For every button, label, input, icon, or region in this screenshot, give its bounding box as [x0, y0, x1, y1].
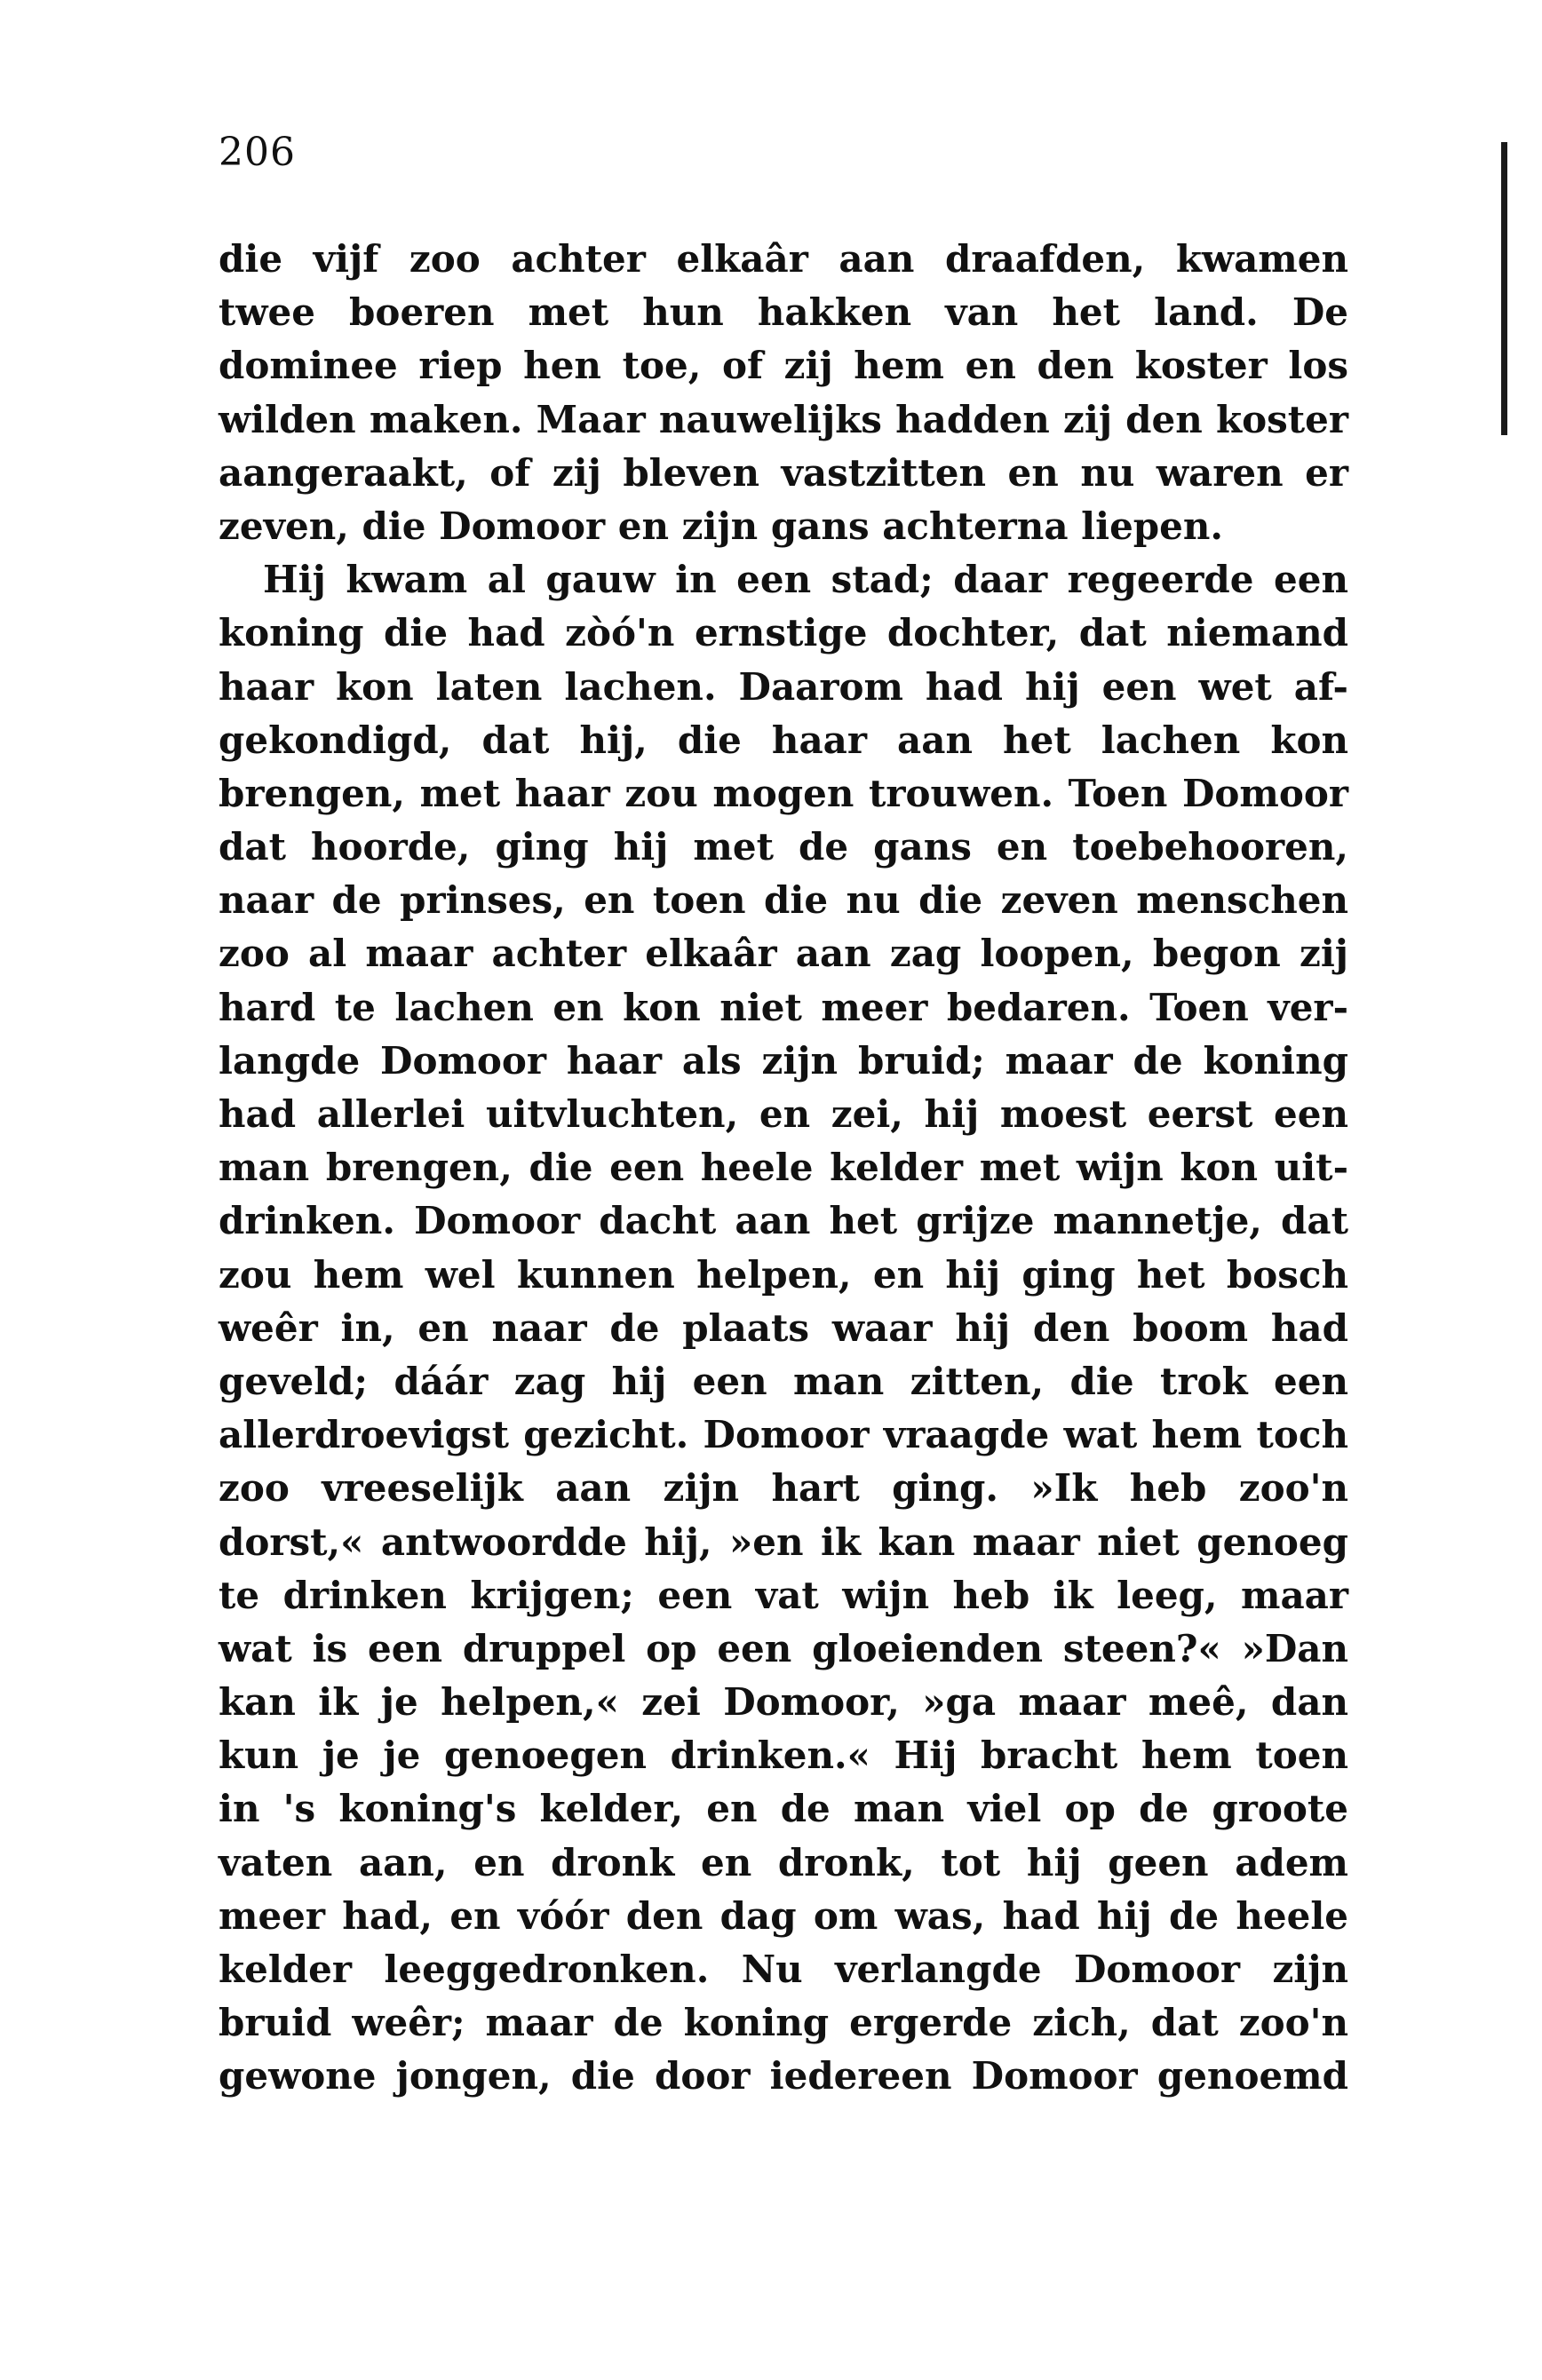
- scan-edge-mark: [1501, 142, 1507, 435]
- text-line: zoo al maar achter elkaâr aan zag loopen, begon zij: [219, 932, 1348, 976]
- text-line: wilden maken. Maar nauwelijks hadden zij den koster: [219, 397, 1348, 441]
- text-line: aangeraakt, of zij bleven vastzitten en nu waren er: [219, 450, 1348, 495]
- text-line: die vijf zoo achter elkaâr aan draafden, kwamen: [219, 237, 1348, 281]
- text-line: zoo vreeselijk aan zijn hart ging. »Ik heb zoo'n: [219, 1466, 1348, 1511]
- text-line: koning die had zòó'n ernstige dochter, dat niemand: [219, 611, 1348, 655]
- body-text: [219, 233, 1348, 2104]
- text-line: twee boeren met hun hakken van het land. De: [219, 290, 1348, 335]
- text-line: zeven, die Domoor en zijn gans achterna liepen.: [219, 504, 1224, 548]
- text-line: weêr in, en naar de plaats waar hij den boom had: [219, 1305, 1348, 1350]
- text-line: kun je je genoegen drinken.« Hij bracht hem toen: [219, 1733, 1348, 1778]
- text-line: allerdroevigst gezicht. Domoor vraagde wat hem toch: [219, 1413, 1348, 1457]
- text-line: dominee riep hen toe, of zij hem en den koster los: [219, 344, 1348, 388]
- text-line: te drinken krijgen; een vat wijn heb ik leeg, maar: [219, 1573, 1348, 1617]
- text-line: geveld; dáár zag hij een man zitten, die trok een: [219, 1359, 1348, 1403]
- text-line: in 's koning's kelder, en de man viel op de groote: [219, 1787, 1348, 1831]
- text-line: dat hoorde, ging hij met de gans en toebehooren,: [219, 825, 1348, 869]
- text-line: had allerlei uitvluchten, en zei, hij moest eerst een: [219, 1092, 1348, 1136]
- text-line: Hij kwam al gauw in een stad; daar regeerde een: [263, 558, 1348, 602]
- text-line: meer had, en vóór den dag om was, had hij de heele: [219, 1893, 1348, 1938]
- text-line: gewone jongen, die door iedereen Domoor genoemd: [219, 2054, 1348, 2098]
- page-number: 206: [219, 130, 296, 175]
- text-line: man brengen, die een heele kelder met wijn kon uit-: [219, 1146, 1348, 1190]
- text-line: hard te lachen en kon niet meer bedaren. Toen ver-: [219, 985, 1348, 1029]
- text-line: wat is een druppel op een gloeienden steen?« »Dan: [219, 1626, 1348, 1670]
- text-line: langde Domoor haar als zijn bruid; maar de koning: [219, 1038, 1348, 1083]
- text-line: brengen, met haar zou mogen trouwen. Toen Domoor: [219, 771, 1348, 815]
- text-line: naar de prinses, en toen die nu die zeven menschen: [219, 878, 1348, 923]
- text-line: drinken. Domoor dacht aan het grijze mannetje, dat: [219, 1199, 1348, 1243]
- text-line: kelder leeggedronken. Nu verlangde Domoor zijn: [219, 1948, 1348, 1991]
- text-line: zou hem wel kunnen helpen, en hij ging het bosch: [219, 1252, 1348, 1297]
- text-line: dorst,« antwoordde hij, »en ik kan maar niet genoeg: [219, 1519, 1348, 1564]
- text-line: bruid weêr; maar de koning ergerde zich, dat zoo'n: [219, 2001, 1348, 2045]
- text-line: vaten aan, en dronk en dronk, tot hij geen adem: [219, 1840, 1348, 1884]
- text-line: haar kon laten lachen. Daarom had hij een wet af-: [219, 664, 1348, 709]
- text-line: gekondigd, dat hij, die haar aan het lachen kon: [219, 718, 1348, 762]
- text-line: kan ik je helpen,« zei Domoor, »ga maar meê, dan: [219, 1680, 1348, 1725]
